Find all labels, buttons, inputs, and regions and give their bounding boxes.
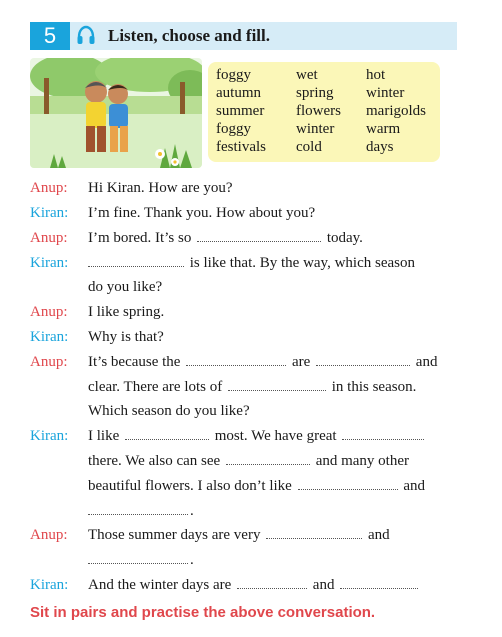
word-option: wet [296,67,318,83]
dialogue-line [0,325,502,349]
dialogue-line [0,251,502,275]
word-option: spring [296,85,334,101]
speaker-kiran: Kiran: [30,329,69,345]
dialogue-text: It’s because the are and [88,354,438,370]
fill-blank[interactable] [186,352,286,366]
word-option: summer [216,103,265,119]
fill-blank[interactable] [266,525,362,539]
exercise-number: 5 [30,22,70,50]
fill-blank[interactable] [298,476,398,490]
dialogue-text: is like that. By the way, which season [88,251,415,275]
word-option: cold [296,139,322,155]
fill-blank[interactable] [340,575,418,589]
fill-blank[interactable] [228,377,326,391]
fill-blank[interactable] [197,228,321,242]
word-box [208,62,440,162]
speaker-kiran: Kiran: [30,428,69,444]
fill-blank[interactable] [237,575,307,589]
dialogue-text: I like spring. [88,304,165,320]
dialogue-line [0,226,502,250]
exercise-header [30,22,457,50]
dialogue-text: beautiful flowers. I also don’t like and [88,478,426,494]
dialogue-text: clear. There are lots of in this season. [88,379,417,395]
word-option: foggy [216,121,251,137]
speaker-kiran: Kiran: [30,577,69,593]
word-option: foggy [216,67,251,83]
speaker-anup: Anup: [30,180,68,196]
word-option: marigolds [366,103,426,119]
dialogue-text: I’m bored. It’s so today. [88,230,363,246]
two-boys-illustration [30,58,202,168]
dialogue-line [0,275,502,299]
word-option: winter [366,85,405,101]
speaker-anup: Anup: [30,230,68,246]
word-option: warm [366,121,401,137]
fill-blank[interactable] [88,501,188,515]
word-option: autumn [216,85,261,101]
dialogue-line [0,176,502,200]
word-option: festivals [216,139,266,155]
speaker-kiran: Kiran: [30,255,69,271]
dialogue-text: there. We also can see and many other [88,453,410,469]
dialogue-line [0,350,502,374]
dialogue-text: do you like? [88,279,163,295]
dialogue-text: Which season do you like? [88,403,250,419]
dialogue-line [0,523,502,547]
fill-blank[interactable] [88,253,184,267]
speaker-kiran: Kiran: [30,205,69,221]
fill-blank[interactable] [342,426,424,440]
speaker-anup: Anup: [30,354,68,370]
fill-blank[interactable] [125,426,209,440]
speaker-anup: Anup: [30,304,68,320]
dialogue-text: I’m fine. Thank you. How about you? [88,205,316,221]
speaker-anup: Anup: [30,527,68,543]
dialogue-text: . [88,548,194,572]
word-option: hot [366,67,386,83]
fill-blank[interactable] [316,352,410,366]
dialogue-line [0,548,502,572]
dialogue-line [0,573,502,597]
dialogue-text: Why is that? [88,329,164,345]
word-option: flowers [296,103,341,119]
dialogue-line [0,499,502,523]
dialogue-line [0,375,502,399]
dialogue-text: Hi Kiran. How are you? [88,180,233,196]
fill-blank[interactable] [226,451,310,465]
dialogue-text: And the winter days are and [88,573,420,597]
word-option: days [366,139,394,155]
dialogue-line [0,449,502,473]
dialogue-line [0,474,502,498]
word-option: winter [296,121,335,137]
dialogue-line [0,201,502,225]
dialogue-text: I like most. We have great [88,424,426,448]
instruction-footer: Sit in pairs and practise the above conversation. [30,604,376,621]
dialogue-line [0,300,502,324]
headphones-icon [76,25,96,47]
dialogue-line [0,424,502,448]
dialogue-text: . [88,499,194,523]
dialogue-line [0,399,502,423]
dialogue-text: Those summer days are very and [88,527,390,543]
exercise-title: Listen, choose and fill. [108,26,270,45]
fill-blank[interactable] [88,550,188,564]
